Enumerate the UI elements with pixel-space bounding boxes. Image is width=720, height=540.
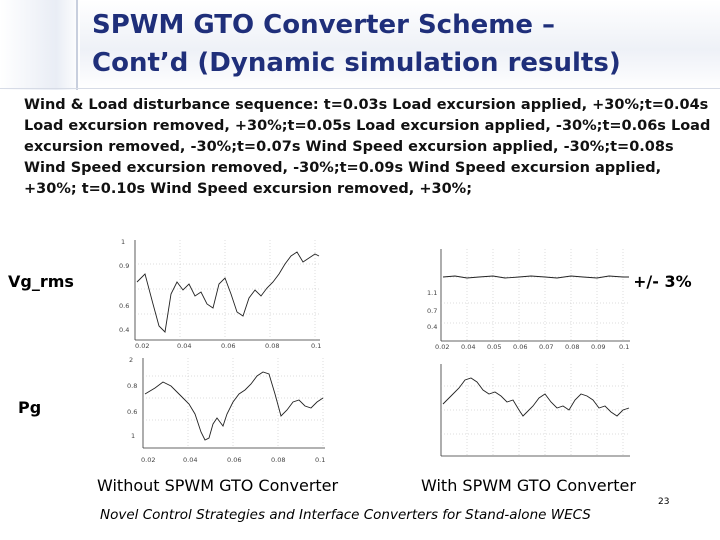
x-tick: 0.1 — [311, 342, 322, 350]
x-tick: 0.02 — [135, 342, 150, 350]
title-divider-horizontal — [0, 88, 720, 89]
x-tick: 0.08 — [565, 343, 580, 351]
footer-text: Novel Control Strategies and Interface Converters for Stand-alone WECS — [100, 507, 591, 523]
tolerance-label: +/- 3% — [633, 272, 692, 291]
x-tick: 0.09 — [591, 343, 606, 351]
x-tick: 0.06 — [221, 342, 236, 350]
x-tick: 0.04 — [183, 456, 198, 464]
vg-without-plot — [115, 234, 325, 352]
x-tick: 0.05 — [487, 343, 502, 351]
y-tick: 0.8 — [127, 382, 138, 390]
x-tick: 0.08 — [265, 342, 280, 350]
x-tick: 0.07 — [539, 343, 554, 351]
title-divider-vertical — [76, 0, 78, 90]
x-tick: 0.02 — [435, 343, 450, 351]
x-tick: 0.1 — [315, 456, 326, 464]
x-tick: 0.1 — [619, 343, 630, 351]
slide-title-line2: Cont’d (Dynamic simulation results) — [92, 48, 621, 78]
pg-with-trace — [443, 378, 629, 416]
y-tick: 2 — [129, 356, 134, 364]
y-tick: 0.6 — [127, 408, 138, 416]
y-tick: 0.4 — [427, 323, 438, 331]
vg-with-trace — [443, 276, 629, 278]
x-tick: 0.04 — [177, 342, 192, 350]
y-tick: 0.9 — [119, 262, 130, 270]
caption-with-converter: With SPWM GTO Converter — [421, 476, 636, 495]
caption-without-converter: Without SPWM GTO Converter — [97, 476, 339, 495]
y-tick: 0.6 — [119, 302, 130, 310]
slide-title — [92, 6, 712, 82]
x-tick: 0.06 — [513, 343, 528, 351]
x-tick: 0.06 — [227, 456, 242, 464]
vg-rms-label: Vg_rms — [8, 272, 74, 291]
slide-title-line1: SPWM GTO Converter Scheme – — [92, 10, 556, 40]
pg-label: Pg — [18, 398, 42, 417]
x-tick: 0.04 — [461, 343, 476, 351]
x-tick: 0.08 — [271, 456, 286, 464]
title-band-left — [0, 0, 80, 90]
vg-with-plot — [425, 243, 635, 355]
y-tick: 1 — [131, 432, 136, 440]
y-tick: 1 — [121, 238, 126, 246]
y-tick: 0.7 — [427, 307, 438, 315]
y-tick: 0.4 — [119, 326, 130, 334]
disturbance-description: Wind & Load disturbance sequence: t=0.03s Load excursion applied, +30%;t=0.04s Load excursion removed, +30%;t=0.05s Load excursion applied, -30%;t=0.06s Load excursion removed, -30%;t=0.07s Wind Speed excursion applied, -30%;t=0.08s Wind Speed excursion removed, -30%;t=0.09s Wind Speed excursion applied, +30%; t=0.10s Wind Speed excursion removed, +30%; — [24, 97, 711, 197]
pg-with-plot — [425, 360, 635, 470]
y-tick: 1.1 — [427, 289, 438, 297]
x-tick: 0.02 — [141, 456, 156, 464]
page-number: 23 — [658, 497, 670, 507]
pg-without-plot — [115, 354, 330, 469]
pg-without-trace — [145, 372, 323, 440]
